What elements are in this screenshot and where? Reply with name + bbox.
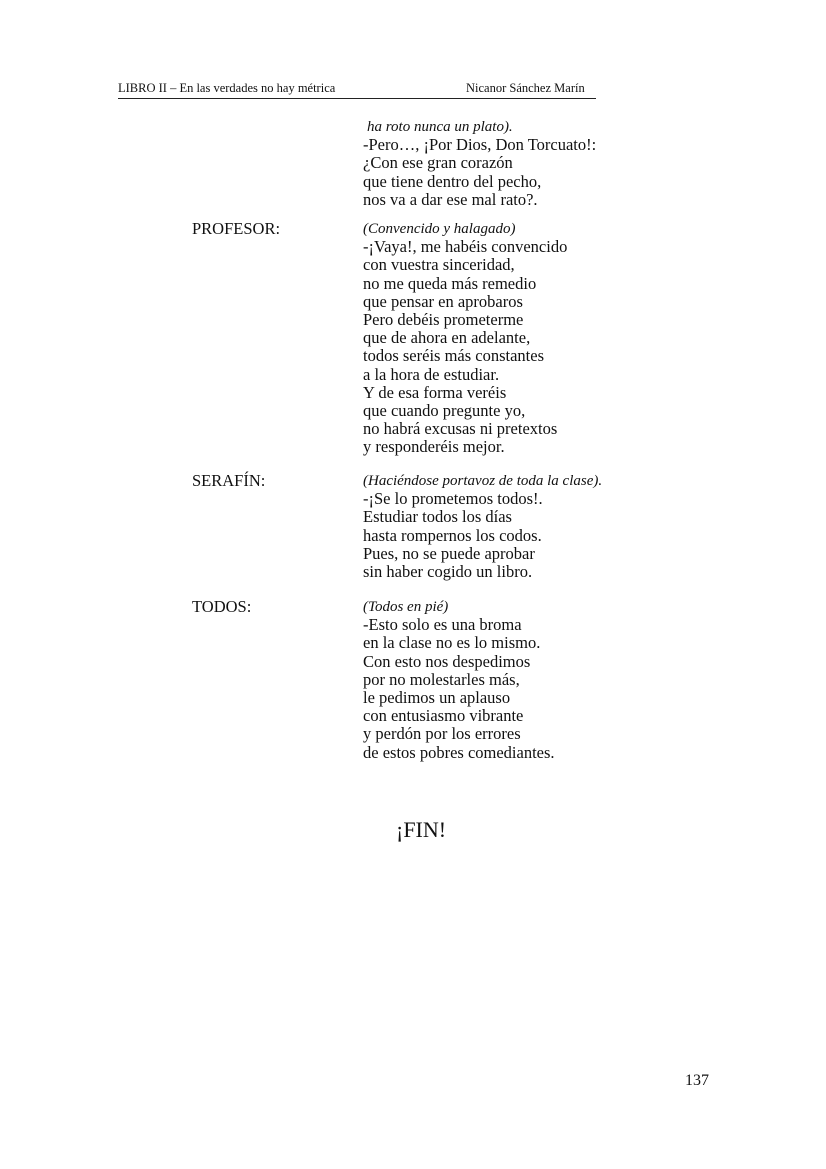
end-marker: ¡FIN! [396, 817, 447, 842]
verse-line: que tiene dentro del pecho, [363, 171, 542, 191]
verse-line: que cuando pregunte yo, [363, 401, 526, 421]
verse-line: y perdón por los errores [363, 724, 521, 744]
stage-direction: (Todos en pié) [363, 599, 449, 615]
verse-line: Con esto nos despedimos [363, 651, 531, 671]
verse-line: por no molestarles más, [363, 669, 520, 689]
profesor-verse-block [363, 220, 567, 457]
verse-line: con vuestra sinceridad, [363, 255, 515, 275]
page-number: 137 [685, 1072, 709, 1089]
stage-direction: ha roto nunca un plato). [367, 119, 513, 135]
verse-line: -¡Se lo prometemos todos!. [363, 489, 543, 509]
verse-line: Y de esa forma veréis [363, 382, 507, 402]
verse-line: a la hora de estudiar. [363, 364, 500, 384]
stage-direction: (Convencido y halagado) [363, 221, 516, 237]
todos-verse-block [363, 598, 555, 762]
speaker-profesor: PROFESOR: [192, 219, 281, 238]
verse-line: que de ahora en adelante, [363, 328, 531, 348]
verse-line: no habrá excusas ni pretextos [363, 419, 558, 439]
verse-line: que pensar en aprobaros [363, 291, 523, 311]
verse-line: -Pero…, ¡Por Dios, Don Torcuato!: [363, 135, 597, 155]
verse-line: sin haber cogido un libro. [363, 562, 533, 582]
verse-line: ¿Con ese gran corazón [363, 153, 513, 173]
header-book-title: LIBRO II – En las verdades no hay métrica [118, 81, 336, 95]
header-author: Nicanor Sánchez Marín [466, 81, 585, 95]
verse-line: y responderéis mejor. [363, 437, 505, 457]
verse-line: con entusiasmo vibrante [363, 706, 524, 726]
verse-line: no me queda más remedio [363, 273, 537, 293]
verse-line: todos seréis más constantes [363, 346, 545, 366]
verse-line: -¡Vaya!, me habéis convencido [363, 237, 568, 257]
verse-line: Pero debéis prometerme [363, 310, 524, 330]
page-header [118, 80, 596, 99]
verse-line: hasta rompernos los codos. [363, 525, 542, 545]
verse-line: nos va a dar ese mal rato?. [363, 189, 538, 209]
verse-line: le pedimos un aplauso [363, 688, 511, 708]
speaker-serafin: SERAFÍN: [192, 471, 266, 490]
verse-line: en la clase no es lo mismo. [363, 633, 541, 653]
stage-direction: (Haciéndose portavoz de toda la clase). [363, 473, 603, 489]
verse-line: de estos pobres comediantes. [363, 742, 555, 762]
speaker-todos: TODOS: [192, 597, 252, 616]
verse-line: -Esto solo es una broma [363, 615, 522, 635]
verse-line: Estudiar todos los días [363, 507, 512, 527]
serafin-verse-block [363, 472, 602, 581]
intro-verse-block [363, 118, 596, 209]
verse-line: Pues, no se puede aprobar [363, 543, 535, 563]
